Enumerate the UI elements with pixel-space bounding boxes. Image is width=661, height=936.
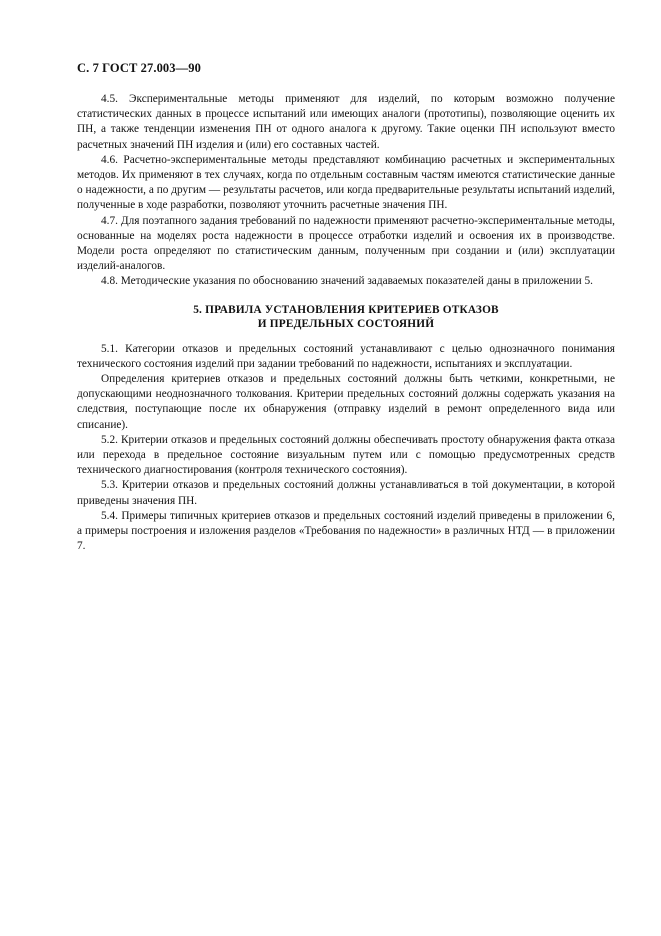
paragraph-4-5: 4.5. Экспериментальные методы применяют для изделий, по которым возможно получение статистических данных в процессе испытаний или имеющих аналоги (прототипы), позволяющие оценить их ПН, а также тенденции изменения ПН от одного аналога к другому. Такие оценки ПН используют вместо расчетных значений ПН изделия и (или) его составных частей. [77, 93, 615, 151]
paragraph-4-6: 4.6. Расчетно-экспериментальные методы представляют комбинацию расчетных и экспериментальных методов. Их применяют в тех случаях, когда по отдельным составным частям имеются статистические данные о надежности, а по другим — результаты расчетов, или когда предварительные результаты испытаний изделий, полученные в ходе разработки, позволяют уточнить расчетные значения ПН. [77, 153, 615, 212]
section-5-title [77, 303, 615, 331]
paragraph-5-2: 5.2. Критерии отказов и предельных состояний должны обеспечивать простоту обнаружения факта отказа или перехода в предельное состояние визуальным путем или с помощью предусмотренных средств технического диагностирования (контроля технического состояния). [77, 433, 615, 477]
page-header: С. 7 ГОСТ 27.003—90 [77, 61, 201, 75]
section-5-title-line-2: И ПРЕДЕЛЬНЫХ СОСТОЯНИЙ [257, 317, 435, 330]
paragraph-5-1-definitions: Определения критериев отказов и предельных состояний должны быть четкими, конкретными, не допускающими неоднозначного толкования. Критерии предельных состояний должны содержать указания на следствия, поступающие после их обнаружения (отправку изделий в ремонт определенного вида или списание). [77, 373, 615, 431]
paragraph-4-8: 4.8. Методические указания по обоснованию значений задаваемых показателей даны в приложении 5. [101, 275, 593, 288]
paragraph-5-4: 5.4. Примеры типичных критериев отказов и предельных состояний изделий приведены в приложении 6, а примеры построения и изложения разделов «Требования по надежности» в различных НТД — в приложении 7. [77, 509, 615, 553]
section-5-title-line-1: 5. ПРАВИЛА УСТАНОВЛЕНИЯ КРИТЕРИЕВ ОТКАЗОВ [193, 303, 499, 316]
page-content [77, 92, 615, 554]
paragraph-5-3: 5.3. Критерии отказов и предельных состояний должны устанавливаться в той документации, в которой приведены значения ПН. [77, 479, 615, 507]
paragraph-5-1: 5.1. Категории отказов и предельных состояний устанавливают с целью однозначного понимания технического состояния изделий при задании требований по надежности, испытаниях и эксплуатации. [77, 342, 615, 370]
paragraph-4-7: 4.7. Для поэтапного задания требований по надежности применяют расчетно-экспериментальные методы, основанные на моделях роста надежности в процессе отработки изделий и освоения их в производстве. Модели роста определяют по статистическим данным, полученным при создании и (или) эксплуатации изделий-аналогов. [77, 214, 615, 273]
